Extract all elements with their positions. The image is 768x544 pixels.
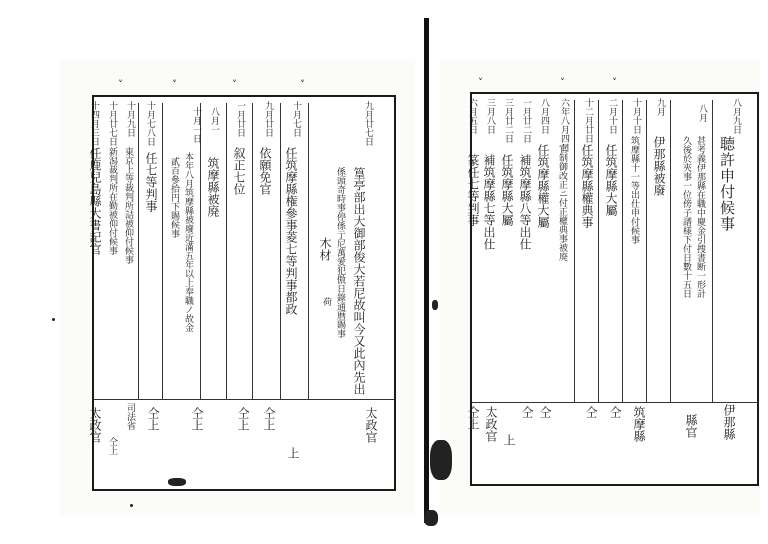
record-column [88,147,110,255]
ink-stain [430,440,452,480]
record-column [88,407,110,443]
record-column [262,101,284,137]
record-column [584,406,606,418]
record-column [632,406,654,442]
record-column [364,407,386,443]
record-text: 貳百參拾円下賜候事 [169,157,179,238]
record-date: 二月十日 [607,98,617,134]
record-subtext: 久後於夾事一位傍子譜様下付日數十五日 [681,136,691,298]
record-column [236,407,258,431]
record-issuer: 仝 [538,406,552,418]
record-text: 補筑摩縣七等出仕 [482,154,496,250]
speck [130,504,133,507]
record-date: 八月一 [209,107,219,134]
record-issuer: 仝上 [190,407,204,431]
record-column [684,414,706,438]
record-column [318,237,340,261]
record-issuer: 仝上 [146,407,160,431]
record-column [88,101,110,146]
record-column [124,403,146,430]
record-column [320,297,342,306]
record-column [582,98,604,143]
record-date: 十月九日 [125,101,135,137]
record-column [630,98,652,134]
record-column [696,104,718,122]
record-column [362,101,384,146]
record-text: 東京上等裁判所詰被仰付候事 [123,147,133,264]
record-column [556,144,578,261]
record-column [144,101,166,146]
record-column [190,107,212,143]
record-column [190,407,212,431]
record-date: 十四月三日 [89,101,99,146]
record-column [718,136,740,232]
record-column [232,147,254,195]
right-record-sheet [466,92,759,486]
record-text: 本年八月筑摩縣被廢近滿五年以上奉職ノ故金 [183,152,193,332]
record-issuer: 太政官 [484,406,498,442]
record-text: 伊那縣被廢 [652,136,666,196]
record-text: 新潟裁判所在勤被仰付候事 [107,147,117,255]
record-date: 三月八日 [485,98,495,134]
record-column [606,98,628,134]
record-date: 八月 [697,104,707,122]
record-text: 補筑摩縣八等出仕 [518,154,532,250]
record-issuer: 縣官 [684,414,698,438]
record-text: 任筑摩縣大屬 [500,154,514,226]
record-date: 六年八月四日 [559,98,569,152]
record-date: 十月一日 [191,107,201,143]
record-column [730,98,752,134]
record-text: 叙正七位 [232,147,246,195]
record-column [580,144,602,228]
record-column [234,101,256,137]
record-text: 聴許申付候事 [718,136,736,232]
record-column [286,447,308,459]
record-column [466,154,488,226]
record-text: 筑摩縣十一等出仕申付候事 [629,136,639,244]
record-text: 荷 [321,297,331,306]
record-issuer: 仝 [608,406,622,418]
record-column [168,157,190,238]
record-date: 一月廿日 [235,101,245,137]
record-issuer: 伊那縣 [722,404,736,440]
record-column [258,147,280,195]
ink-stain [424,510,438,526]
record-issuer: 筑摩縣 [632,406,646,442]
record-date: 九月廿日 [263,101,273,137]
record-column [520,406,542,418]
record-column [466,406,488,430]
tick-mark: ˅ [172,80,177,91]
record-column [722,404,744,440]
tick-mark: ˅ [300,80,305,91]
record-column [144,152,166,212]
record-column [608,406,630,418]
record-date: 一月廿二日 [521,98,531,143]
record-text: 任鹿兒島縣大書記官 [88,147,102,255]
left-record-sheet [88,95,396,491]
record-text: 任筑摩縣大屬 [604,144,618,216]
record-issuer: 上 [286,447,300,459]
record-text: 官制御改正ニ付正權典事被廃 [557,144,567,261]
record-issuer: 上 [502,434,516,446]
record-issuer: 仝上 [466,406,480,430]
record-text: 依願免官 [258,147,272,195]
record-issuer: 司法省 [125,403,135,430]
record-date: 六月五日 [467,98,477,134]
record-column [262,407,284,431]
ink-stain [432,300,438,310]
record-issuer: 仝上 [107,437,117,455]
record-column [284,147,306,315]
ink-stain [168,478,186,486]
record-text: 篁亭部出大御部俊大若尼故叫今又此內先出 [352,167,366,395]
record-text: 筑摩縣被廃 [206,157,220,217]
record-date: 十月七八日 [145,101,155,146]
record-date: 九月廿七日 [363,101,373,146]
record-date: 三月廿二日 [503,98,513,143]
record-text: 任筑摩縣權大屬 [536,144,550,228]
record-issuer: 仝上 [236,407,250,431]
record-date: 八月九日 [731,98,741,134]
record-column [628,136,650,244]
record-date: 九月 [655,98,665,116]
record-column [466,98,488,134]
record-text: 任筑摩縣権參事菱七等判事都政 [284,147,298,315]
book-gutter [424,18,429,523]
record-column [146,407,168,431]
tick-mark: ˅ [478,78,483,89]
record-date: 十月廿七日 [107,101,117,146]
record-text: 篆任七等判事 [466,154,480,226]
record-column [206,157,228,217]
record-text: 任七等判事 [144,152,158,212]
record-date: 八月四日 [539,98,549,134]
record-subtext: 係頭奇時事停係亍尼萬愛犯傲日錄通暦賜事 [335,167,345,338]
record-text: 木材 [318,237,332,261]
tick-mark: ˅ [232,80,237,91]
record-issuer: 仝 [584,406,598,418]
record-issuer: 太政官 [88,407,102,443]
record-issuer: 太政官 [364,407,378,443]
record-date: 十月十日 [631,98,641,134]
tick-mark: ˅ [118,80,123,91]
record-text: 任筑摩縣權典事 [580,144,594,228]
record-text: 甚考義伊那縣在職中慶金引捜書断一形計 [695,136,705,298]
record-column [652,136,674,196]
record-column [680,136,702,298]
record-date: 十二月廿日 [583,98,593,143]
record-column [654,98,676,116]
tick-mark: ˅ [612,78,617,89]
record-column [604,144,626,216]
record-issuer: 仝 [520,406,534,418]
record-column [290,101,312,137]
tail-rule [472,402,757,403]
tick-mark: ˅ [560,78,565,89]
record-date: 十月七日 [291,101,301,137]
tail-rule [94,399,394,400]
speck [52,318,55,321]
record-issuer: 仝上 [262,407,276,431]
